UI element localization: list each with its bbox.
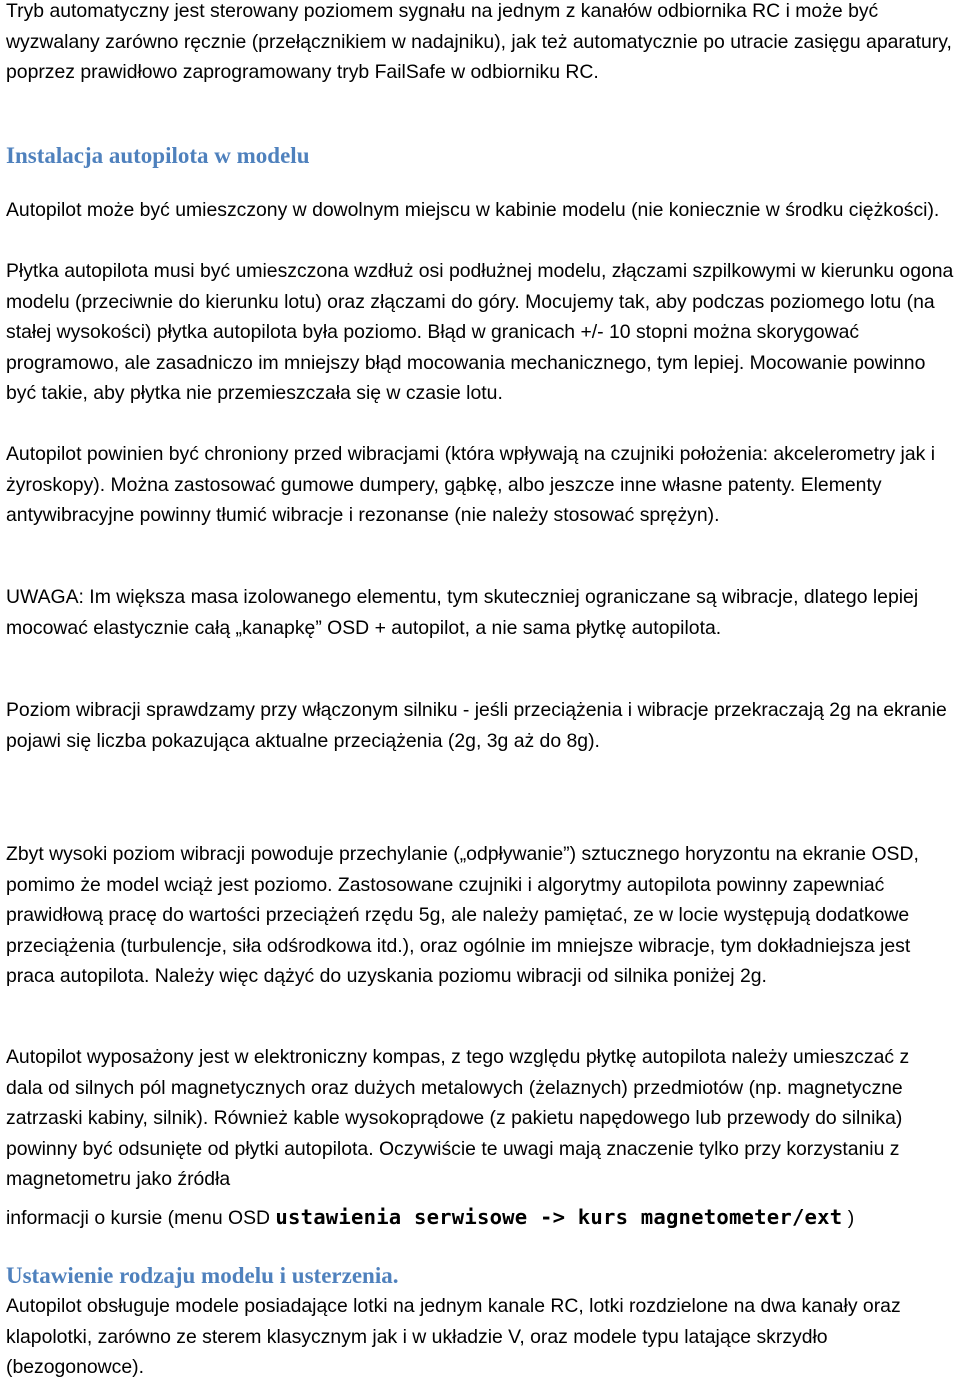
menu-path-suffix: ): [842, 1207, 855, 1229]
heading-model-type-setup: Ustawienie rodzaju modelu i usterzenia.: [6, 1263, 399, 1288]
paragraph-warning-mass: UWAGA: Im większa masa izolowanego elementu, tym skuteczniej ograniczane są wibracje, dlatego lepiej mocować elastycznie całą „kanapkę” OSD + autopilot, a nie sama płytkę autopilota.: [6, 586, 919, 639]
paragraph-supported-models: Autopilot obsługuje modele posiadające lotki na jednym kanale RC, lotki rozdzielone na dwa kanały oraz klapolotki, zarówno ze sterem klasycznym jak i w układzie V, oraz modele typu latające skrzydło (bezogonowce).: [6, 1295, 901, 1379]
paragraph-board-orientation: Płytka autopilota musi być umieszczona wzdłuż osi podłużnej modelu, złączami szpilkowymi w kierunku ogona modelu (przeciwnie do kierunku lotu) oraz złączami do góry. Mocujemy tak, aby podczas poziomego lotu (na stałej wysokości) płytka autopilota była poziomo. Błąd w granicach +/- 10 stopni można skorygować programowo, ale zasadniczo im mniejszy błąd mocowania mechanicznego, tym lepiej. Mocowanie powinno być takie, aby płytka nie przemieszczała się w czasie lotu.: [6, 260, 954, 405]
paragraph-vibration-check: Poziom wibracji sprawdzamy przy włączonym silniku - jeśli przeciążenia i wibracje przekraczają 2g na ekranie pojawi się liczba pokazująca aktualne przeciążenia (2g, 3g aż do 8g).: [6, 699, 947, 752]
paragraph-horizon-drift: Zbyt wysoki poziom wibracji powoduje przechylanie („odpływanie”) sztucznego horyzontu na ekranie OSD, pomimo że model wciąż jest poziomo. Zastosowane czujniki i algorytmy autopilota powinny zapewniać prawidłową pracę do wartości przeciążeń rzędu 5g, ale należy pamiętać, ze w locie występują dodatkowe przeciążenia (turbulencje, siła odśrodkowa itd.), oraz ogólnie im mniejsze wibracje, tym dokładniejsza jest praca autopilota. Należy więc dążyć do uzyskania poziomu wibracji od silnika poniżej 2g.: [6, 843, 919, 988]
menu-path-prefix: informacji o kursie (menu OSD: [6, 1207, 276, 1229]
paragraph-autopilot-placement: Autopilot może być umieszczony w dowolnym miejscu w kabinie modelu (nie koniecznie w środku ciężkości).: [6, 199, 940, 221]
heading-autopilot-installation: Instalacja autopilota w modelu: [6, 143, 310, 168]
paragraph-failsafe-mode: Tryb automatyczny jest sterowany poziomem sygnału na jednym z kanałów odbiornika RC i może być wyzwalany zarówno ręcznie (przełącznikiem w nadajniku), jak też automatycznie po utracie zasięgu aparatury, poprzez prawidłowo zaprogramowany tryb FailSafe w odbiorniku RC.: [6, 0, 952, 84]
paragraph-vibration-protection: Autopilot powinien być chroniony przed wibracjami (która wpływają na czujniki położenia: akcelerometry jak i żyroskopy). Można zastosować gumowe dumpery, gąbkę, albo jeszcze inne własne patenty. Elementy antywibracyjne powinny tłumić wibracje i rezonanse (nie należy stosować sprężyn).: [6, 443, 936, 527]
paragraph-compass-interference: Autopilot wyposażony jest w elektroniczny kompas, z tego względu płytkę autopilota należy umieszczać z dala od silnych pól magnetycznych oraz dużych metalowych (żelaznych) przedmiotów (np. magnetyczne zatrzaski kabiny, silnik). Również kable wysokoprądowe (z pakietu napędowego lub przewody do silnika) powinny być odsunięte od płytki autopilota. Oczywiście te uwagi mają znaczenie tylko przy korzystaniu z magnetometru jako źródła: [6, 1046, 910, 1191]
osd-menu-path: ustawienia serwisowe -> kurs magnetometer/ext: [275, 1205, 843, 1229]
paragraph-compass-menu-line: [6, 1202, 958, 1234]
